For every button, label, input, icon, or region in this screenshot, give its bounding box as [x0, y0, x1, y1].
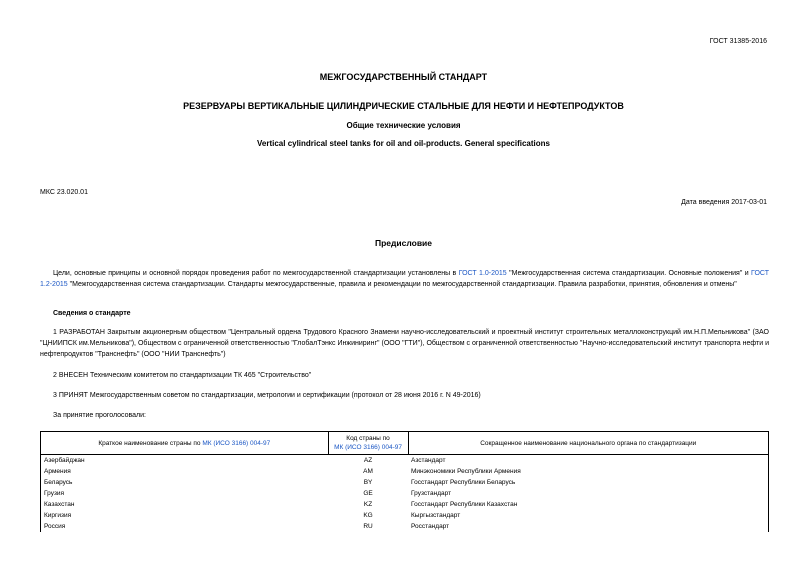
standards-body: Госстандарт Республики Беларусь — [408, 477, 769, 488]
table-row — [41, 477, 769, 488]
standard-type-title: МЕЖГОСУДАРСТВЕННЫЙ СТАНДАРТ — [319, 72, 488, 82]
preface-text: Цели, основные принципы и основной порядок проведения работ по межгосударственной стандартизации установлены в — [53, 270, 459, 277]
preface-text: "Межгосударственная система стандартизации. Стандарты межгосударственные, правила и рекомендации по межгосударственной стандартизации. Правила разработки, принятия, обновления и отмены" — [67, 281, 737, 288]
country-code: BY — [363, 479, 373, 486]
standard-info-heading: Сведения о стандарте — [53, 310, 131, 317]
item-adopted: 3 ПРИНЯТ Межгосударственным советом по стандартизации, метрологии и сертификации (протокол от 28 июня 2016 г. N 49-2016) — [53, 392, 481, 399]
document-title-ru: РЕЗЕРВУАРЫ ВЕРТИКАЛЬНЫЕ ЦИЛИНДРИЧЕСКИЕ СТАЛЬНЫЕ ДЛЯ НЕФТИ И НЕФТЕПРОДУКТОВ — [183, 101, 624, 111]
preface-heading: Предисловие — [374, 238, 433, 248]
mks-code: МКС 23.020.01 — [40, 189, 88, 196]
country-name: Казахстан — [41, 499, 329, 510]
table-row — [41, 488, 769, 499]
country-name: Беларусь — [41, 477, 329, 488]
country-code: AM — [363, 468, 373, 475]
table-header-row — [41, 432, 769, 455]
standards-body: Грузстандарт — [408, 488, 769, 499]
country-code: KZ — [363, 501, 373, 508]
voted-label: За принятие проголосовали: — [53, 412, 146, 419]
document-subtitle-ru: Общие технические условия — [346, 121, 461, 130]
mk-iso-link[interactable]: МК (ИСО 3166) 004-97 — [334, 444, 403, 451]
standards-body: Кыргызстандарт — [408, 510, 769, 521]
country-name: Россия — [41, 521, 329, 532]
mk-iso-link[interactable]: МК (ИСО 3166) 004-97 — [202, 439, 271, 447]
header-country-name: Краткое наименование страны по МК (ИСО 3166) 004-97 — [41, 432, 329, 455]
standards-body: Росстандарт — [408, 521, 769, 532]
table-row — [41, 455, 769, 467]
standards-body: Госстандарт Республики Казахстан — [408, 499, 769, 510]
header-standards-body: Сокращенное наименование национального органа по стандартизации — [408, 432, 769, 455]
table-row — [41, 510, 769, 521]
header-country-code: Код страны по МК (ИСО 3166) 004-97 — [328, 432, 408, 455]
gost-1-2-link[interactable]: ГОСТ 1.2-2015 — [40, 270, 769, 288]
intro-date: Дата введения 2017-03-01 — [681, 199, 767, 206]
table-row — [41, 466, 769, 477]
standards-body: Минэкономики Республики Армения — [408, 466, 769, 477]
item-developed: 1 РАЗРАБОТАН Закрытым акционерным обществом "Центральный ордена Трудового Красного Знамени научно-исследовательский и проектный институт строительных металлоконструкций им.Н.П.Мельникова" (ЗАО "ЦНИИПСК им.Мельникова"), Обществом с ограниченной ответственностью "ГлобалТэнкс Инжиниринг" (ООО "ГТИ"), Обществом с ограниченной ответственностью "Научно-исследовательский институт транспорта нефти и нефтепродуктов "Транснефть" (ООО "НИИ Транснефть") — [40, 329, 769, 358]
country-name: Грузия — [41, 488, 329, 499]
country-code: KG — [363, 512, 373, 519]
country-code: RU — [363, 523, 373, 530]
preface-text: "Межгосударственная система стандартизации. Основные положения" и — [506, 270, 752, 277]
preface-paragraph — [40, 268, 769, 290]
document-title-en: Vertical cylindrical steel tanks for oil and oil-products. General specifications — [257, 139, 550, 148]
item-introduced: 2 ВНЕСЕН Техническим комитетом по стандартизации ТК 465 "Строительство" — [53, 372, 312, 379]
gost-1-0-link[interactable]: ГОСТ 1.0-2015 — [458, 270, 507, 277]
country-code: AZ — [363, 457, 373, 464]
country-name: Армения — [41, 466, 329, 477]
standards-body: Азстандарт — [408, 455, 769, 467]
country-name: Азербайджан — [41, 455, 329, 467]
country-name: Киргизия — [41, 510, 329, 521]
country-code: GE — [363, 490, 373, 497]
table-row — [41, 499, 769, 510]
voting-countries-table — [40, 431, 769, 532]
document-code: ГОСТ 31385-2016 — [709, 38, 767, 45]
table-row — [41, 521, 769, 532]
